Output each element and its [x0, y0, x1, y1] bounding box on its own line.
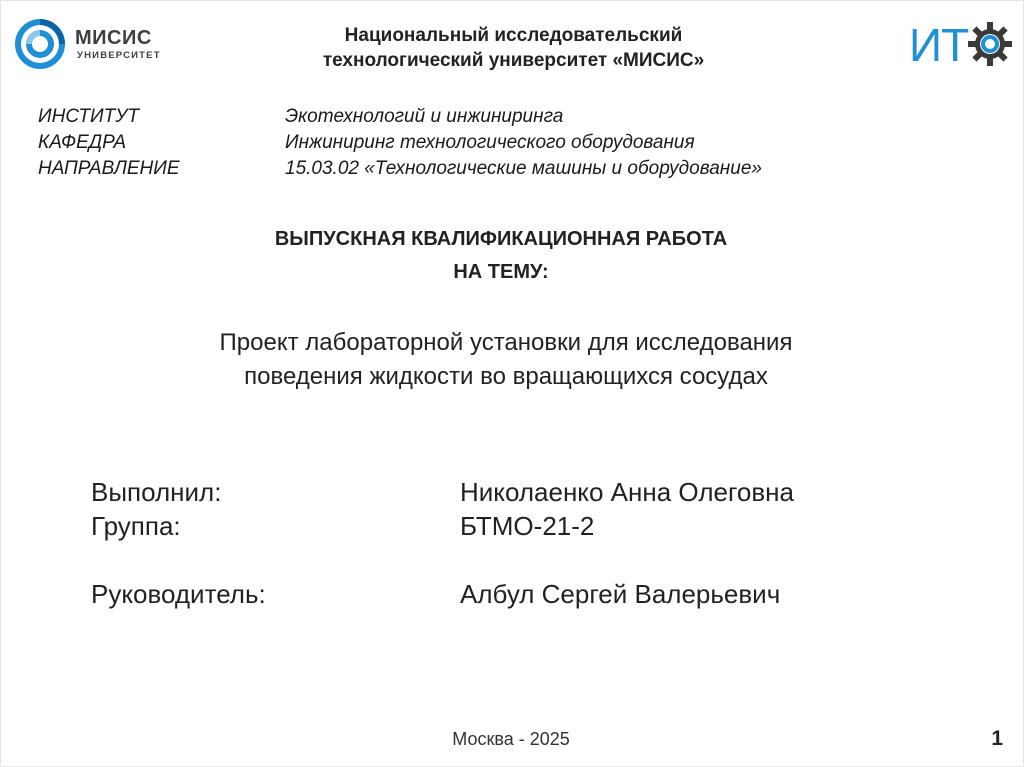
- department-label: КАФЕДРА: [38, 132, 127, 153]
- author-label: Выполнил:: [91, 477, 222, 507]
- thesis-topic-line-1: Проект лабораторной установки для исследования: [219, 329, 793, 356]
- gear-icon: [967, 21, 1013, 67]
- page-number: 1: [991, 727, 1003, 750]
- city-year: Москва - 2025: [452, 729, 570, 749]
- department-value: Инжиниринг технологического оборудования: [285, 132, 695, 153]
- ito-logo: [909, 15, 1013, 75]
- supervisor-name: Албул Сергей Валерьевич: [460, 579, 781, 609]
- university-title-line-1: Национальный исследовательский: [344, 25, 683, 46]
- thesis-topic-line-2: поведения жидкости во вращающихся сосудах: [244, 363, 768, 390]
- misis-logo-subtitle: УНИВЕРСИТЕТ: [77, 50, 161, 61]
- institute-value: Экотехнологий и инжиниринга: [285, 106, 564, 127]
- university-title: [261, 23, 766, 73]
- university-title-line-2: технологический университет «МИСИС»: [322, 50, 705, 71]
- thesis-topic: [121, 326, 891, 394]
- thesis-title-line-1: ВЫПУСКНАЯ КВАЛИФИКАЦИОННАЯ РАБОТА: [274, 228, 728, 250]
- direction-value: 15.03.02 «Технологические машины и оборудование»: [285, 158, 762, 179]
- thesis-title: [161, 223, 841, 289]
- direction-label: НАПРАВЛЕНИЕ: [38, 158, 180, 179]
- group-label: Группа:: [91, 511, 181, 541]
- institute-label: ИНСТИТУТ: [38, 106, 139, 127]
- supervisor-label: Руководитель:: [91, 579, 266, 609]
- misis-logo-name: МИСИС: [75, 27, 152, 49]
- author-name: Николаенко Анна Олеговна: [460, 477, 794, 507]
- misis-emblem-icon: [13, 17, 67, 71]
- ito-logo-text: ИТ: [909, 19, 969, 71]
- group-value: БТМО-21-2: [460, 511, 595, 541]
- misis-logo: [13, 17, 163, 73]
- thesis-title-line-2: НА ТЕМУ:: [453, 261, 549, 283]
